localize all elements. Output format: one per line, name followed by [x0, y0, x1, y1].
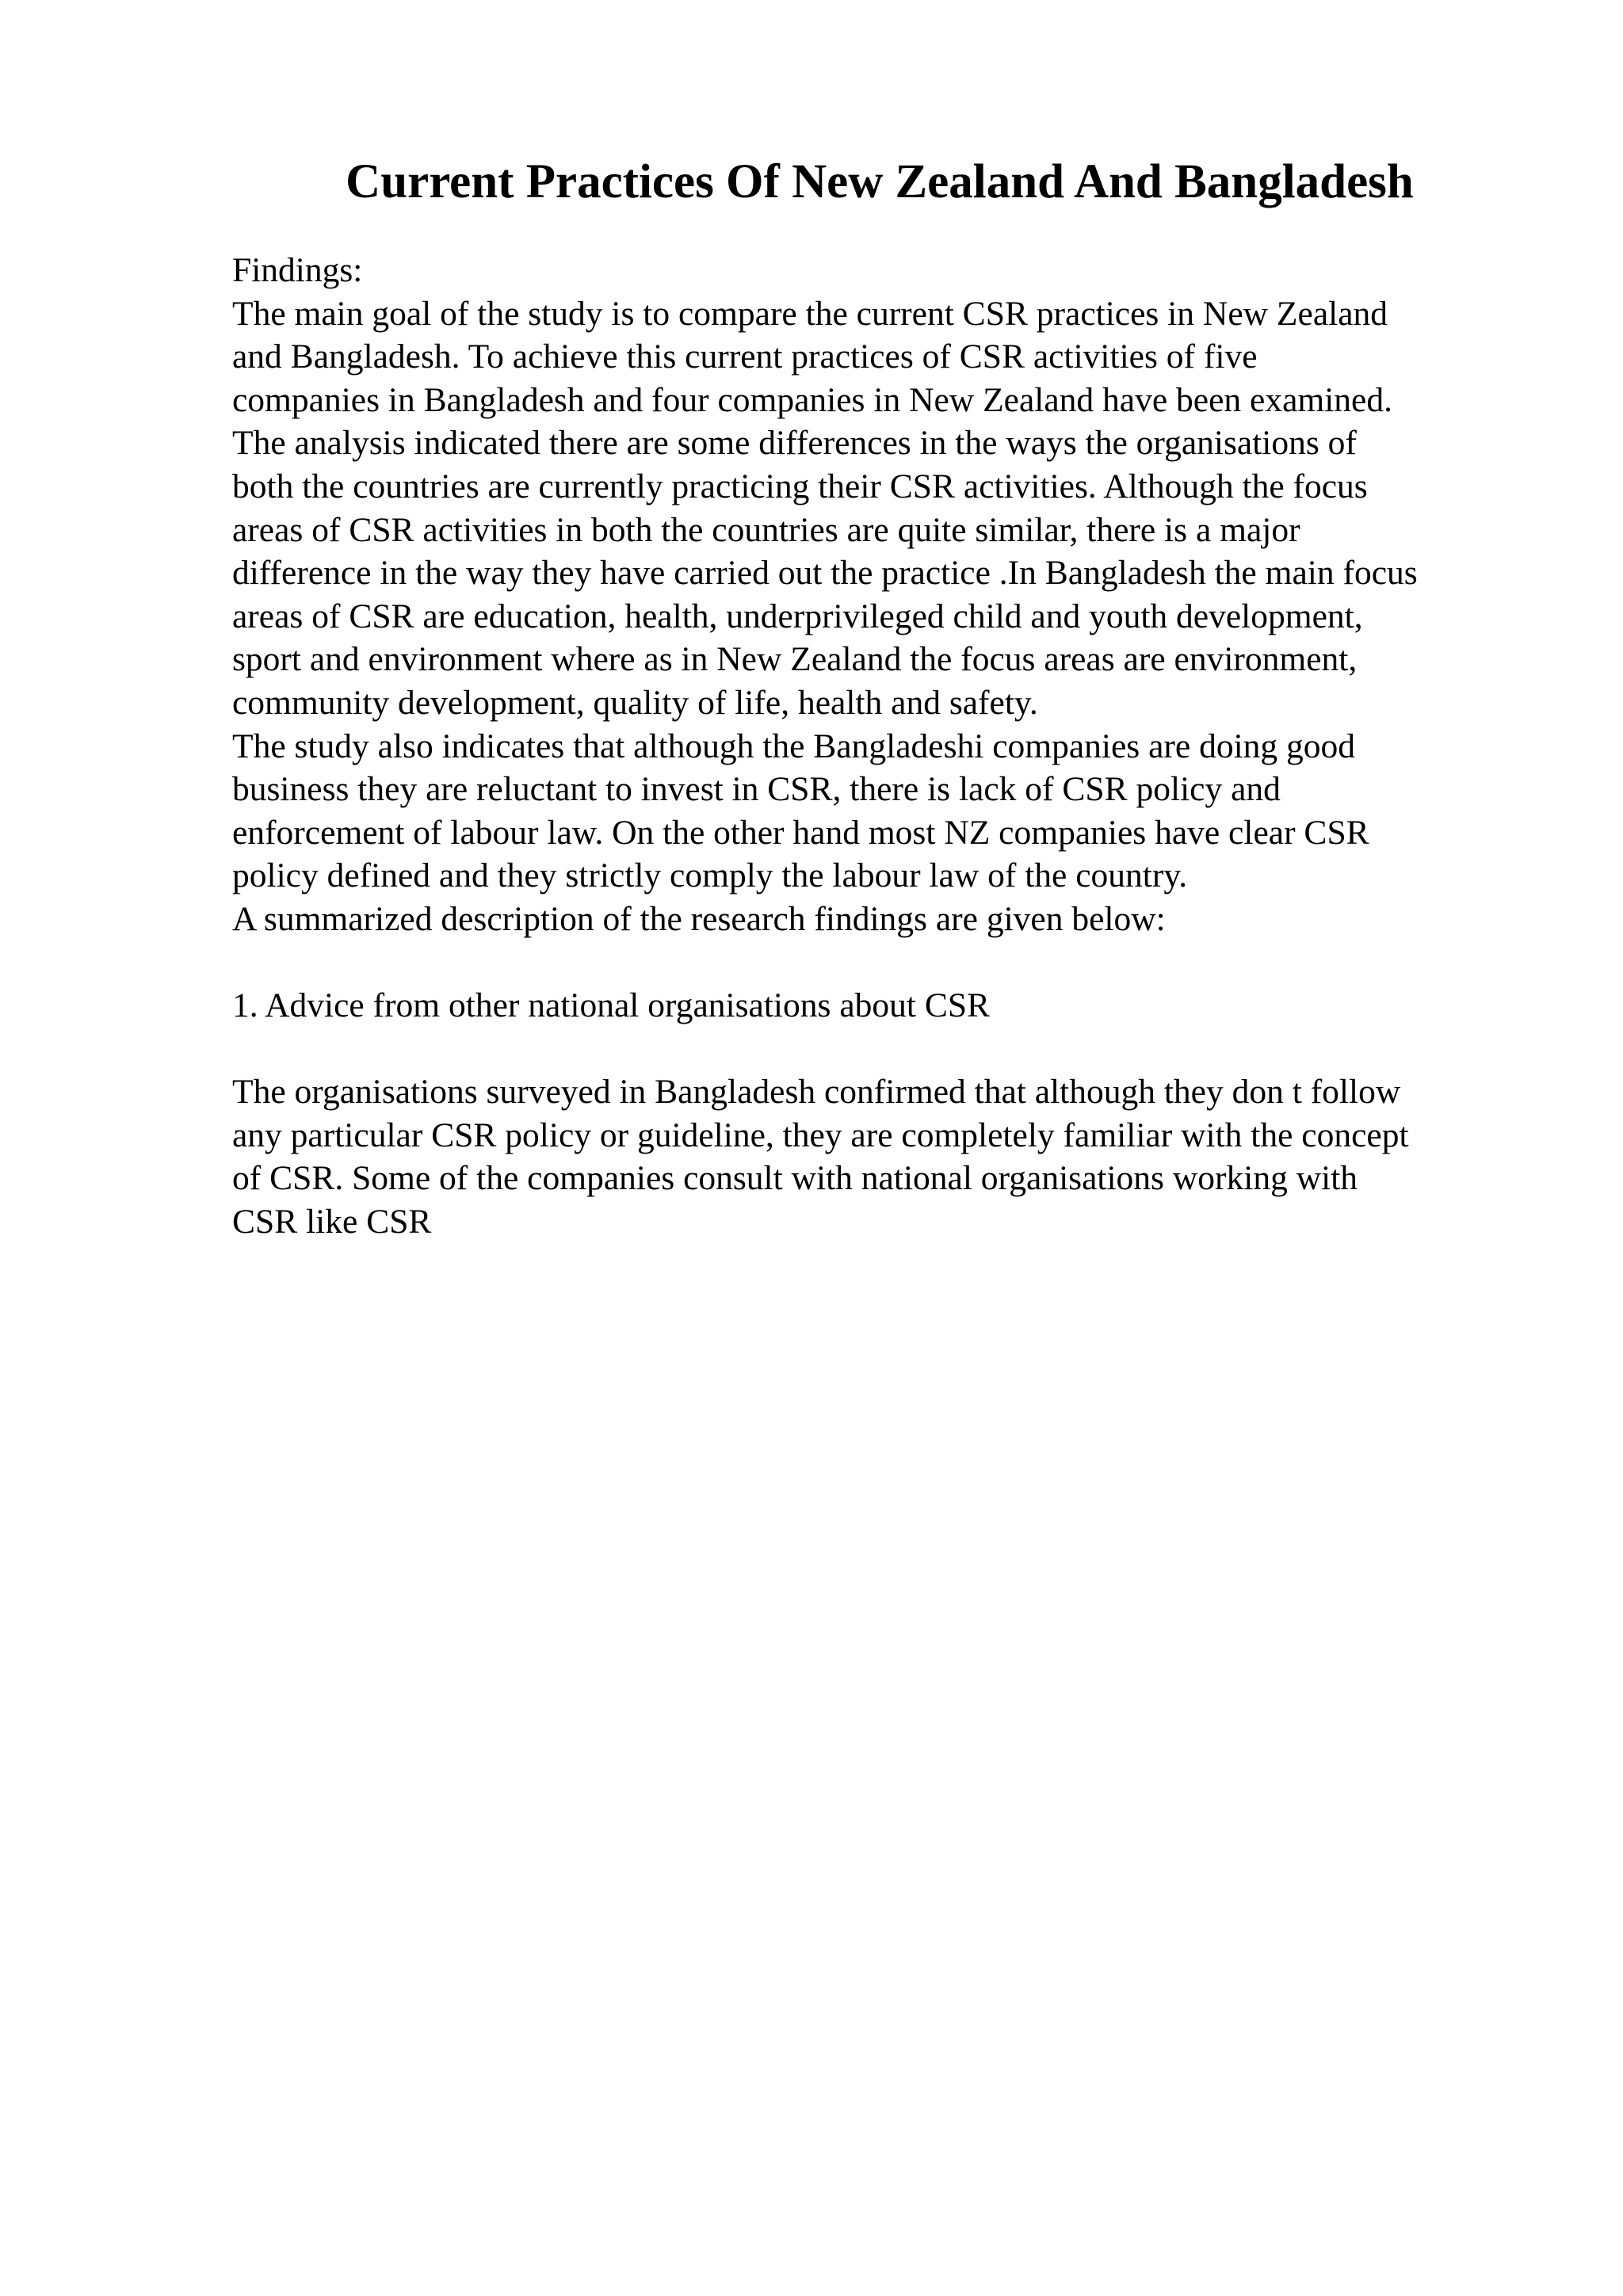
body-line: The organisations surveyed in Bangladesh confirmed that although they don t follow — [232, 1073, 1401, 1112]
paragraph-spacer — [232, 1028, 1579, 1071]
paragraph-spacer — [232, 941, 1579, 985]
findings-heading: Findings: — [232, 251, 363, 289]
body-line: of CSR. Some of the companies consult with national organisations working with — [232, 1159, 1358, 1198]
body-line: difference in the way they have carried out the practice .In Bangladesh the main focus — [232, 554, 1418, 593]
document-body — [232, 249, 1579, 1244]
body-line: any particular CSR policy or guideline, they are completely familiar with the concept — [232, 1116, 1409, 1154]
body-line: The study also indicates that although the Bangladeshi companies are doing good — [232, 727, 1356, 765]
body-line: The main goal of the study is to compare the current CSR practices in New Zealand — [232, 294, 1388, 333]
body-line: areas of CSR are education, health, underprivileged child and youth development, — [232, 597, 1363, 635]
body-line: business they are reluctant to invest in CSR, there is lack of CSR policy and — [232, 770, 1281, 809]
body-line: CSR like CSR — [232, 1203, 432, 1241]
document-title: Current Practices Of New Zealand And Bangladesh — [346, 155, 1414, 208]
body-line: The analysis indicated there are some differences in the ways the organisations of — [232, 424, 1357, 463]
body-line: community development, quality of life, health and safety. — [232, 683, 1038, 722]
body-line: enforcement of labour law. On the other hand most NZ companies have clear CSR — [232, 813, 1369, 852]
body-line: both the countries are currently practicing their CSR activities. Although the focus — [232, 467, 1368, 505]
section-heading: 1. Advice from other national organisations about CSR — [232, 986, 991, 1025]
body-line: policy defined and they strictly comply the labour law of the country. — [232, 856, 1188, 895]
body-line: and Bangladesh. To achieve this current practices of CSR activities of five — [232, 338, 1258, 376]
body-line: A summarized description of the research findings are given below: — [232, 899, 1166, 938]
body-line: companies in Bangladesh and four companies in New Zealand have been examined. — [232, 380, 1392, 419]
body-line: areas of CSR activities in both the countries are quite similar, there is a major — [232, 510, 1300, 549]
body-line: sport and environment where as in New Zealand the focus areas are environment, — [232, 640, 1358, 679]
